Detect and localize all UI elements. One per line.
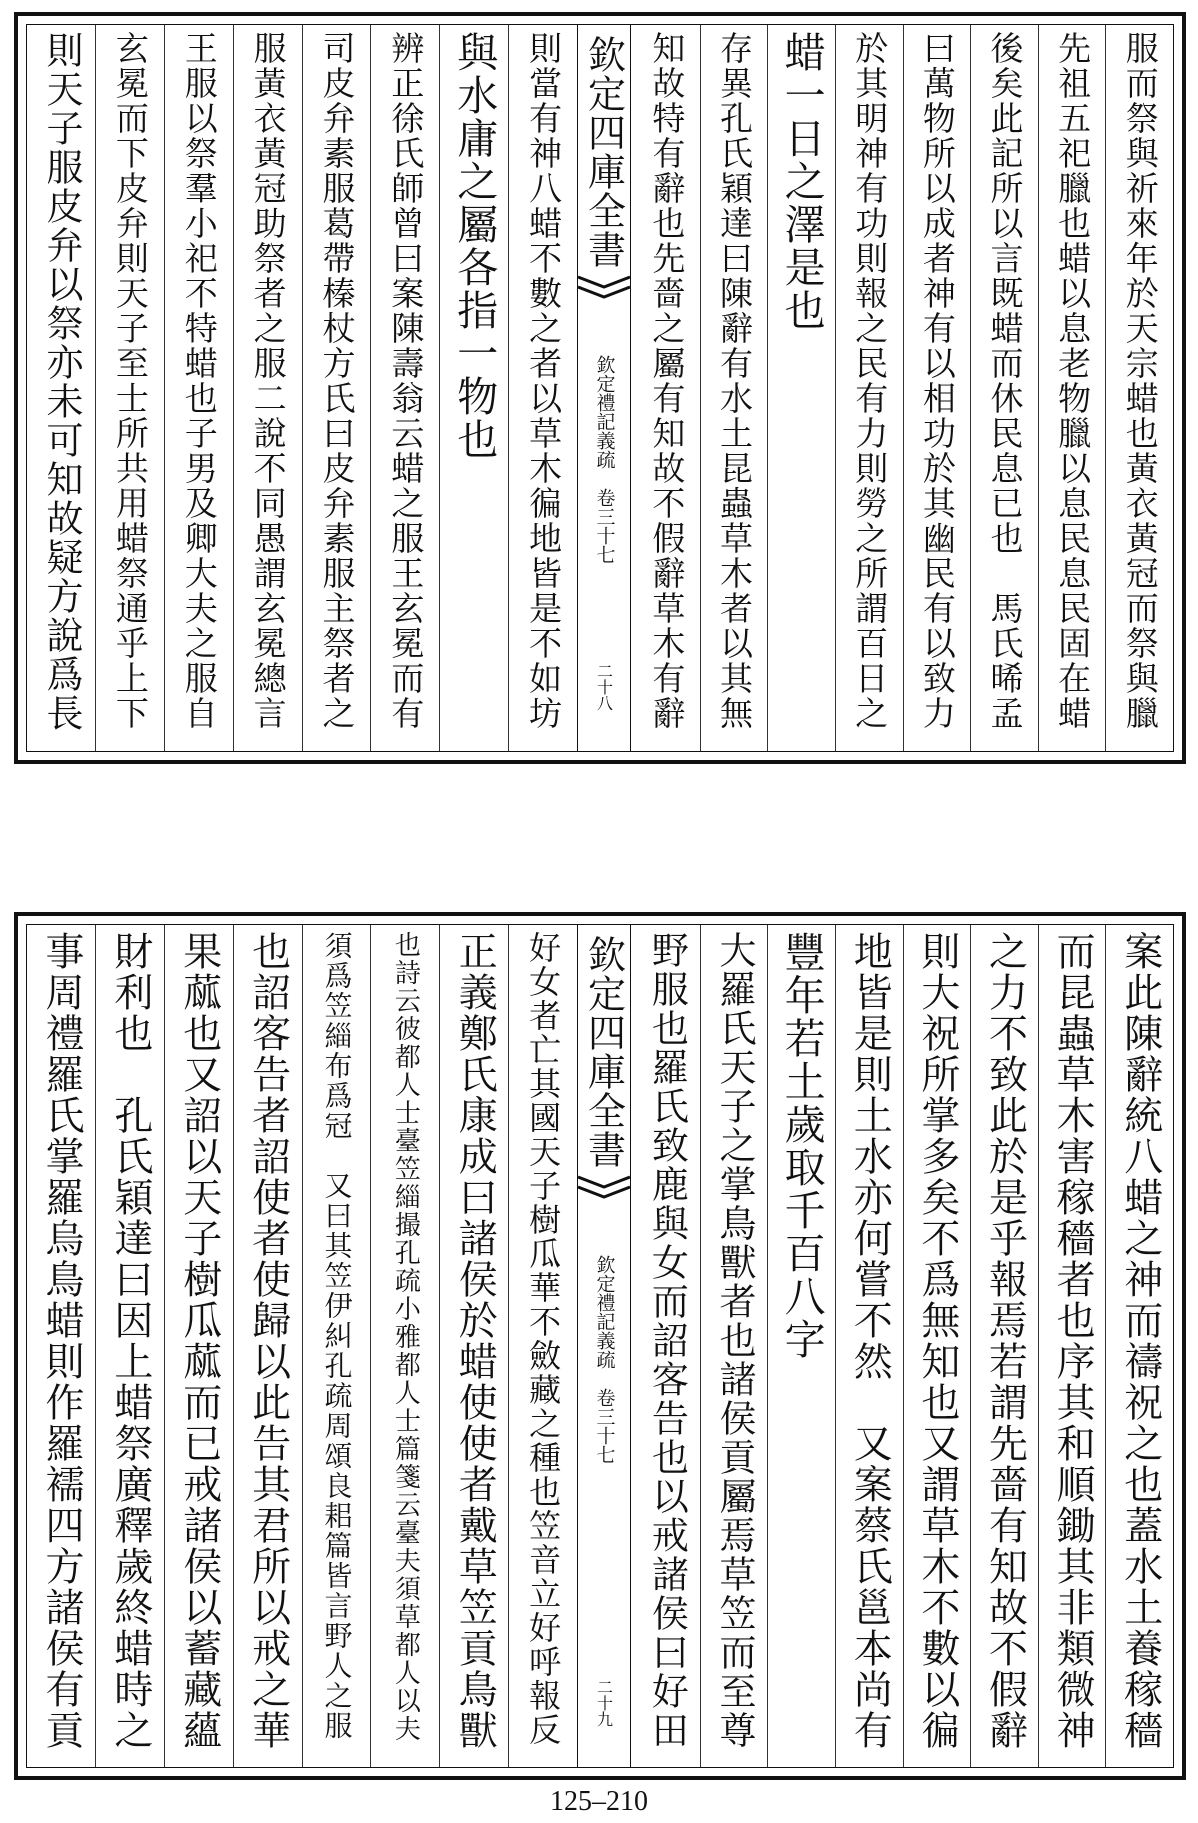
bottom-left-half — [27, 925, 577, 1767]
text-column: 曰萬物所以成者神有以相功於其幽民有以致力 — [903, 25, 971, 751]
spine-page-number: 二十八 — [594, 663, 614, 711]
bottom-page — [14, 912, 1186, 1780]
fish-tail-ornament — [578, 275, 630, 309]
text-column: 好女者亡其國天子樹瓜華不斂藏之種也笠音立好呼報反 — [508, 925, 577, 1767]
text-column: 於其明神有功則報之民有力則勞之所謂百日之 — [835, 25, 903, 751]
text-column: 辨正徐氏師曾曰案陳壽翁云蜡之服王玄冕而有 — [370, 25, 439, 751]
text-column: 也詩云彼都人士臺笠緇撮孔疏小雅都人士篇箋云臺夫須草都人以夫 — [370, 925, 439, 1767]
text-column: 財利也 孔氏穎達曰因上蜡祭廣釋歲終蜡時之 — [95, 925, 164, 1767]
text-column: 王服以祭羣小祀不特蜡也子男及卿大夫之服自 — [164, 25, 233, 751]
text-column: 而昆蟲草木害稼穡者也序其和順鋤其非類微神 — [1038, 925, 1106, 1767]
top-left-half — [27, 25, 577, 751]
text-column: 後矣此記所以言既蜡而休民息已也 馬氏晞孟 — [970, 25, 1038, 751]
text-column: 玄冕而下皮弁則天子至士所共用蜡祭通乎上下 — [95, 25, 164, 751]
text-column: 與水庸之屬各指一物也 — [439, 25, 508, 751]
text-column: 蜡一日之澤是也 — [767, 25, 835, 751]
text-column: 正義鄭氏康成曰諸侯於蜡使使者戴草笠貢鳥獸 — [439, 925, 508, 1767]
text-column: 則大祝所掌多矣不爲無知也又謂草木不數以徧 — [903, 925, 971, 1767]
top-right-half — [633, 25, 1173, 751]
text-column: 大羅氏天子之掌鳥獸者也諸侯貢屬焉草笠而至尊 — [700, 925, 768, 1767]
spine-page-number: 二十九 — [594, 1679, 614, 1727]
text-column: 先祖五祀臘也蜡以息老物臘以息民息民固在蜡 — [1038, 25, 1106, 751]
text-column: 地皆是則土水亦何嘗不然 又案蔡氏邕本尚有 — [835, 925, 903, 1767]
bottom-spine — [577, 925, 631, 1767]
top-page — [14, 12, 1186, 764]
bottom-page-frame — [26, 924, 1174, 1768]
text-column: 也詔客告者詔使者使歸以此告其君所以戒之華 — [233, 925, 302, 1767]
text-column: 果蓏也又詔以天子樹瓜蓏而已戒諸侯以蓄藏蘊 — [164, 925, 233, 1767]
text-column: 服黃衣黃冠助祭者之服二說不同愚謂玄冕總言 — [233, 25, 302, 751]
text-column: 之力不致此於是乎報焉若謂先嗇有知故不假辭 — [970, 925, 1038, 1767]
text-column: 則當有神八蜡不數之者以草木徧地皆是不如坊 — [508, 25, 577, 751]
spine-title: 欽定四庫全書 — [581, 935, 626, 1169]
fish-tail-ornament — [578, 1175, 630, 1209]
text-column: 事周禮羅氏掌羅烏鳥蜡則作羅襦四方諸侯有貢 — [38, 931, 84, 1751]
text-column: 存異孔氏穎達曰陳辭有水土昆蟲草木者以其無 — [700, 25, 768, 751]
text-column: 則天子服皮弁以祭亦未可知故疑方說爲長 — [39, 31, 83, 733]
text-column: 司皮弁素服葛帶榛杖方氏曰皮弁素服主祭者之 — [302, 25, 371, 751]
text-column: 知故特有辭也先嗇之屬有知故不假辭草木有辭 — [647, 31, 687, 731]
text-column: 服而祭與祈來年於天宗蜡也黃衣黃冠而祭與臘 — [1105, 25, 1173, 751]
bottom-right-half — [633, 925, 1173, 1767]
text-column: 豐年若土歲取千百八字 — [767, 925, 835, 1767]
top-spine — [577, 25, 631, 751]
top-page-frame — [26, 24, 1174, 752]
spine-subtitle: 欽定禮記義疏 卷三十七 — [593, 1255, 616, 1464]
spine-title: 欽定四庫全書 — [581, 35, 626, 269]
text-column: 須爲笠緇布爲冠 又曰其笠伊糾孔疏周頌良耜篇皆言野人之服 — [302, 925, 371, 1767]
text-column: 野服也羅氏致鹿與女而詔客告也以戒諸侯曰好田 — [645, 931, 689, 1750]
text-column: 案此陳辭統八蜡之神而禱祝之也蓋水土養稼穡 — [1105, 925, 1173, 1767]
page-footer-number: 125–210 — [550, 1786, 648, 1817]
spine-subtitle: 欽定禮記義疏 卷三十七 — [593, 355, 616, 564]
